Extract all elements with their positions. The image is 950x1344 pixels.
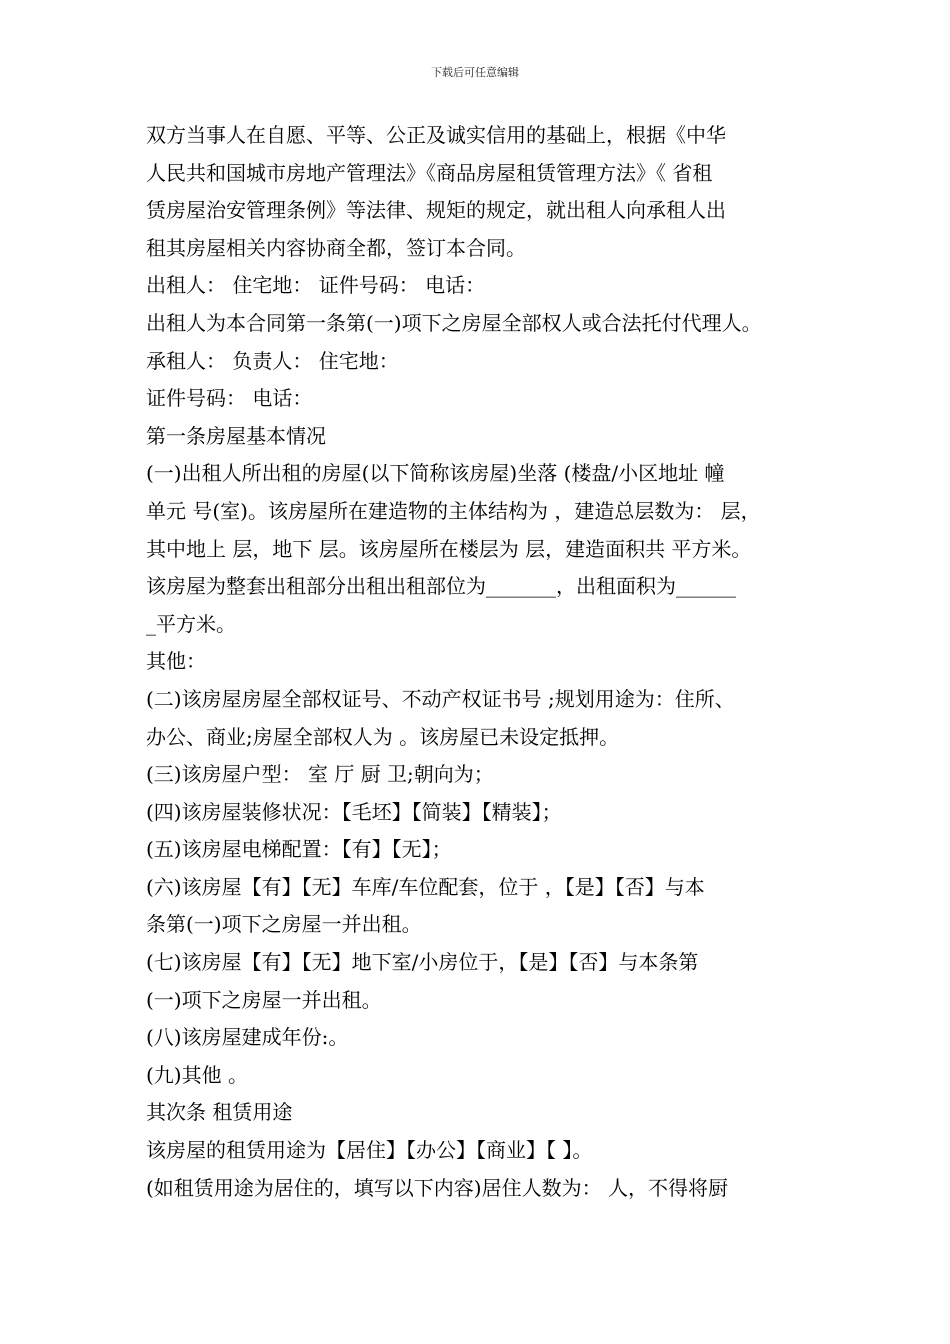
text-line: 办公、商业;房屋全部权人为 。该房屋已未设定抵押。 (146, 724, 620, 749)
text-line: (八)该房屋建成年份:。 (146, 1025, 349, 1050)
text-line: 该房屋的租赁用途为【居住】【办公】【商业】【 】。 (146, 1138, 593, 1163)
text-line: (六)该房屋【有】【无】车库/车位配套，位于 ，【是】【否】与本 (146, 874, 705, 899)
text-line: 出租人： 住宅地： 证件号码： 电话： (146, 273, 486, 298)
section-heading: 其次条 租赁用途 (146, 1100, 293, 1125)
text-line: 承租人： 负责人： 住宅地： (146, 348, 399, 373)
text-line: 其他： (146, 649, 206, 674)
text-line: (一)项下之房屋一并出租。 (146, 987, 382, 1012)
text-line: 人民共和国城市房地产管理法》《商品房屋租赁管理方法》《 省租 (146, 160, 713, 185)
text-line: (一)出租人所出租的房屋(以下简称该房屋)坐落 (楼盘/小区地址 幢 (146, 461, 725, 486)
text-line: (如租赁用途为居住的，填写以下内容)居住人数为： 人，不得将厨 (146, 1175, 728, 1200)
page-header-note: 下载后可任意编辑 (431, 66, 519, 79)
text-line: (九)其他 。 (146, 1062, 248, 1087)
text-line: (四)该房屋装修状况：【毛坯】【简装】【精装】； (146, 799, 562, 824)
text-line: 租其房屋相关内容协商全都，签订本合同。 (146, 235, 526, 260)
text-line: (二)该房屋房屋全部权证号、不动产权证书号 ;规划用途为：住所、 (146, 686, 735, 711)
document-body (146, 117, 836, 1207)
text-line: 赁房屋治安管理条例》等法律、规矩的规定，就出租人向承租人出 (146, 198, 726, 223)
section-heading: 第一条房屋基本情况 (146, 423, 326, 448)
text-line: 证件号码： 电话： (146, 386, 313, 411)
text-line: 该房屋为整套出租部分出租出租部位为_______，出租面积为______ (146, 574, 736, 599)
text-line: (七)该房屋【有】【无】地下室/小房位于，【是】【否】与本条第 (146, 950, 699, 975)
text-line: _平方米。 (146, 611, 236, 636)
text-line: 条第(一)项下之房屋一并出租。 (146, 912, 422, 937)
text-line: 出租人为本合同第一条第(一)项下之房屋全部权人或合法托付代理人。 (146, 310, 762, 335)
text-line: 其中地上 层，地下 层。该房屋所在楼层为 层，建造面积共 平方米。 (146, 536, 752, 561)
text-line: 单元 号(室)。该房屋所在建造物的主体结构为 ，建造总层数为： 层， (146, 498, 761, 523)
text-line: 双方当事人在自愿、平等、公正及诚实信用的基础上，根据《中华 (146, 123, 726, 147)
text-line: (三)该房屋户型： 室 厅 厨 卫;朝向为； (146, 762, 494, 787)
text-line: (五)该房屋电梯配置：【有】【无】； (146, 837, 452, 862)
